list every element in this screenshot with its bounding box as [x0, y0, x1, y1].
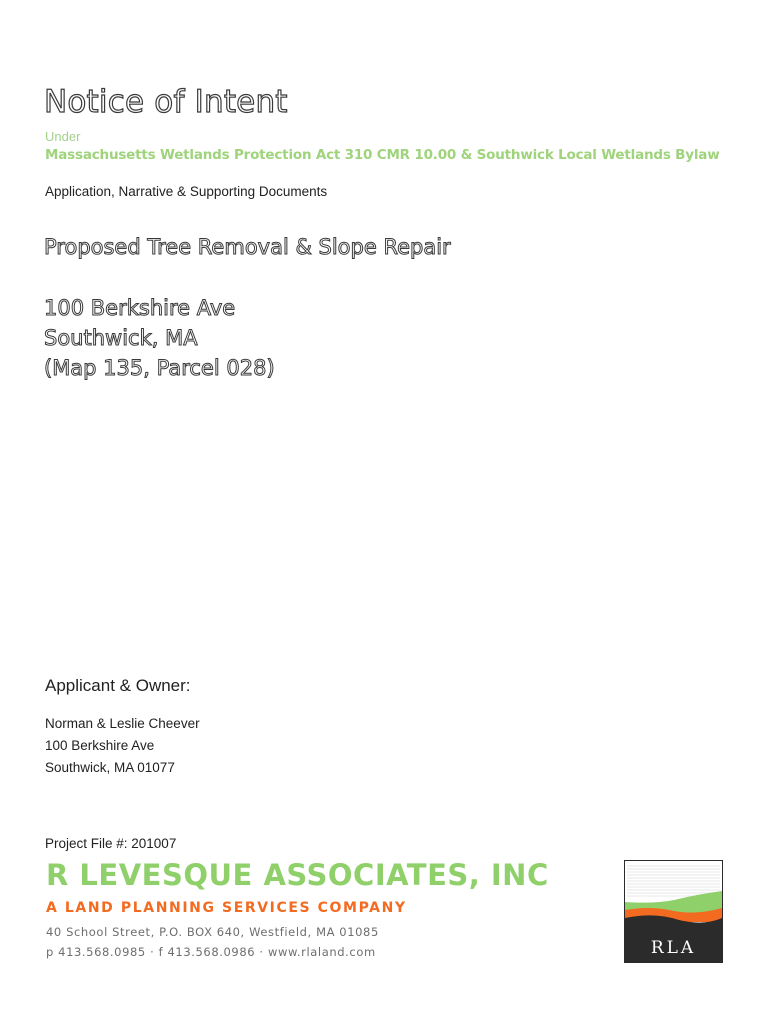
- company-phones: p 413.568.0985 · f 413.568.0986 · www.rlaland.com: [46, 945, 376, 959]
- logo-text: RLA: [650, 938, 697, 958]
- site-street: 100 Berkshire Ave: [44, 296, 236, 320]
- site-parcel: (Map 135, Parcel 028): [44, 356, 275, 380]
- documents-line: Application, Narrative & Supporting Documents: [45, 184, 328, 199]
- applicant-street: 100 Berkshire Ave: [45, 738, 155, 753]
- applicant-city: Southwick, MA 01077: [45, 760, 175, 775]
- project-heading: Proposed Tree Removal & Slope Repair: [44, 235, 451, 259]
- site-city: Southwick, MA: [44, 326, 198, 350]
- document-title: Notice of Intent: [44, 84, 288, 120]
- company-address: 40 School Street, P.O. BOX 640, Westfield, MA 01085: [46, 925, 379, 939]
- under-label: Under: [45, 129, 81, 144]
- act-line: Massachusetts Wetlands Protection Act 310 CMR 10.00 & Southwick Local Wetlands Bylaw: [45, 147, 720, 163]
- project-file: Project File #: 201007: [45, 836, 177, 851]
- applicant-name: Norman & Leslie Cheever: [45, 716, 200, 731]
- rla-logo-icon: [624, 860, 723, 963]
- company-tagline: A LAND PLANNING SERVICES COMPANY: [46, 900, 407, 916]
- applicant-heading: Applicant & Owner:: [45, 676, 191, 695]
- company-name: R LEVESQUE ASSOCIATES, INC: [46, 858, 549, 892]
